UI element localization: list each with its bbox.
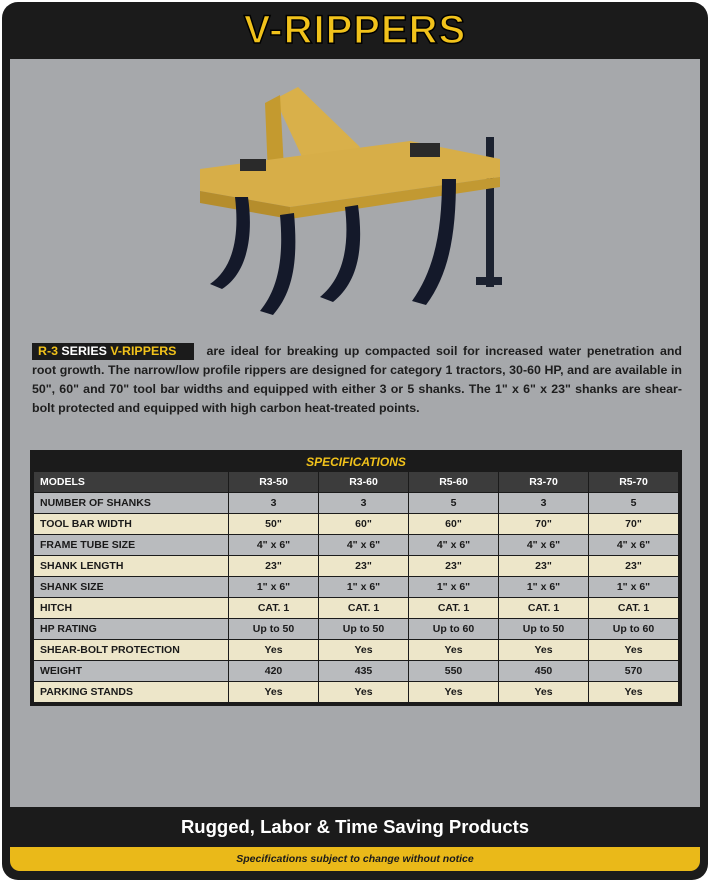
column-header: MODELS — [34, 472, 229, 493]
table-cell: 1" x 6" — [319, 577, 409, 598]
table-cell: 23" — [499, 556, 589, 577]
table-cell: 50" — [229, 514, 319, 535]
table-cell: CAT. 1 — [229, 598, 319, 619]
row-label: PARKING STANDS — [34, 682, 229, 703]
row-label: WEIGHT — [34, 661, 229, 682]
table-cell: 1" x 6" — [499, 577, 589, 598]
table-cell: Yes — [499, 682, 589, 703]
table-cell: 420 — [229, 661, 319, 682]
table-cell: 3 — [499, 493, 589, 514]
row-label: TOOL BAR WIDTH — [34, 514, 229, 535]
v-ripper-product-image — [180, 79, 520, 319]
table-cell: 70" — [589, 514, 679, 535]
table-cell: Up to 60 — [589, 619, 679, 640]
content-panel — [10, 59, 700, 807]
table-cell: CAT. 1 — [409, 598, 499, 619]
shank-clamp — [410, 143, 440, 157]
table-cell: Yes — [589, 640, 679, 661]
specifications-table-container — [30, 450, 682, 706]
table-cell: CAT. 1 — [589, 598, 679, 619]
brochure-frame — [2, 2, 708, 880]
column-header: R5-70 — [589, 472, 679, 493]
table-cell: 3 — [229, 493, 319, 514]
table-row — [34, 598, 679, 619]
series-badge — [32, 343, 194, 360]
table-cell: 570 — [589, 661, 679, 682]
table-row — [34, 640, 679, 661]
table-cell: Up to 50 — [229, 619, 319, 640]
table-cell: Yes — [229, 682, 319, 703]
shank-center — [320, 205, 360, 302]
table-cell: 1" x 6" — [409, 577, 499, 598]
badge-product: V-RIPPERS — [110, 344, 177, 358]
table-row — [34, 661, 679, 682]
column-header: R3-60 — [319, 472, 409, 493]
table-header-row — [34, 472, 679, 493]
table-cell: 1" x 6" — [589, 577, 679, 598]
table-row — [34, 577, 679, 598]
table-row — [34, 514, 679, 535]
table-cell: 4" x 6" — [319, 535, 409, 556]
table-cell: Yes — [409, 682, 499, 703]
table-row — [34, 535, 679, 556]
specifications-heading: SPECIFICATIONS — [306, 455, 406, 469]
table-row — [34, 682, 679, 703]
column-header: R3-50 — [229, 472, 319, 493]
table-cell: 4" x 6" — [409, 535, 499, 556]
row-label: SHEAR-BOLT PROTECTION — [34, 640, 229, 661]
table-cell: Yes — [409, 640, 499, 661]
shank-center-left — [260, 213, 295, 315]
row-label: SHANK SIZE — [34, 577, 229, 598]
table-cell: 23" — [229, 556, 319, 577]
shank-left — [210, 197, 250, 289]
table-cell: Yes — [319, 682, 409, 703]
table-cell: CAT. 1 — [499, 598, 589, 619]
row-label: HP RATING — [34, 619, 229, 640]
table-cell: Yes — [589, 682, 679, 703]
column-header: R5-60 — [409, 472, 499, 493]
table-cell: 4" x 6" — [499, 535, 589, 556]
table-row — [34, 493, 679, 514]
footer-tagline: Rugged, Labor & Time Saving Products — [2, 807, 708, 847]
table-row — [34, 556, 679, 577]
row-label: HITCH — [34, 598, 229, 619]
table-cell: 70" — [499, 514, 589, 535]
table-cell: 4" x 6" — [229, 535, 319, 556]
row-label: FRAME TUBE SIZE — [34, 535, 229, 556]
table-cell: CAT. 1 — [319, 598, 409, 619]
row-label: NUMBER OF SHANKS — [34, 493, 229, 514]
table-cell: 3 — [319, 493, 409, 514]
table-cell: 5 — [589, 493, 679, 514]
page-title: V-RIPPERS — [243, 8, 467, 52]
column-header: R3-70 — [499, 472, 589, 493]
table-cell: 23" — [589, 556, 679, 577]
table-cell: 5 — [409, 493, 499, 514]
table-cell: Yes — [229, 640, 319, 661]
table-cell: Up to 60 — [409, 619, 499, 640]
badge-model: R-3 — [38, 344, 58, 358]
description-text: are ideal for breaking up compacted soil for increased water penetration and root growth. The narrow/low profile rippers are designed for category 1 tractors, 30-60 HP, and are available in 50", 60" and 70" tool bar widths and equipped with either 3 or 5 shanks. The 1" x 6" x 23" shanks are shear-bolt protected and equipped with high carbon heat-treated points. — [32, 344, 682, 415]
badge-series: SERIES — [61, 344, 107, 358]
table-cell: 550 — [409, 661, 499, 682]
table-cell: 450 — [499, 661, 589, 682]
specifications-notice: Specifications subject to change without notice — [10, 847, 700, 871]
parking-stand-foot — [476, 277, 502, 285]
shank-clamp — [240, 159, 266, 171]
table-cell: 60" — [319, 514, 409, 535]
specifications-table — [33, 471, 679, 703]
table-cell: 23" — [319, 556, 409, 577]
row-label: SHANK LENGTH — [34, 556, 229, 577]
table-cell: 23" — [409, 556, 499, 577]
table-row — [34, 619, 679, 640]
table-cell: Yes — [319, 640, 409, 661]
table-cell: Up to 50 — [319, 619, 409, 640]
table-cell: 1" x 6" — [229, 577, 319, 598]
table-cell: 60" — [409, 514, 499, 535]
product-description — [32, 342, 682, 418]
table-cell: 435 — [319, 661, 409, 682]
table-cell: Up to 50 — [499, 619, 589, 640]
table-cell: 4" x 6" — [589, 535, 679, 556]
table-cell: Yes — [499, 640, 589, 661]
